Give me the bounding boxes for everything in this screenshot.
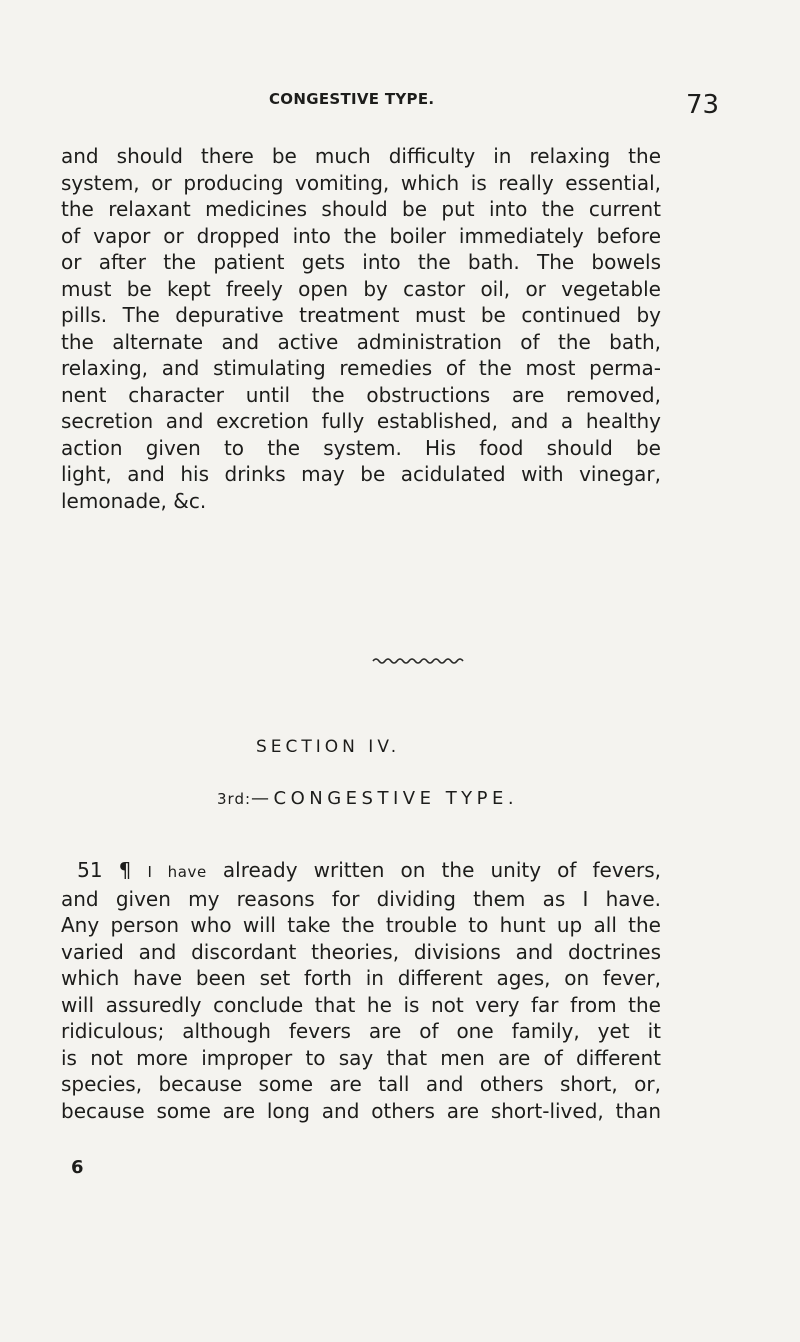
paragraph-line: will assuredly conclude that he is not very far from the: [61, 992, 661, 1017]
pilcrow-mark: ¶: [118, 858, 132, 882]
paragraph-line: nent character until the obstructions are removed,: [61, 382, 661, 407]
paragraph-line: varied and discordant theories, divisions and doctrines: [61, 939, 661, 964]
paragraph-line: and given my reasons for dividing them as I have.: [61, 886, 661, 911]
paragraph-1: [61, 143, 661, 514]
heading-dash: —: [251, 788, 274, 809]
paragraph-line: must be kept freely open by castor oil, or vegetable: [61, 276, 661, 301]
running-head: CONGESTIVE TYPE.: [269, 90, 435, 108]
type-title: CONGESTIVE TYPE.: [273, 788, 519, 809]
paragraph-line: species, because some are tall and others short, or,: [61, 1072, 661, 1096]
section-heading: SECTION IV.: [256, 737, 401, 757]
paragraph-line: system, or producing vomiting, which is really essential,: [61, 170, 661, 195]
signature-mark: 6: [71, 1157, 84, 1178]
paragraph-line: is not more improper to say that men are of different: [61, 1045, 661, 1070]
paragraph-first-line: [61, 857, 661, 886]
paragraph-line: of vapor or dropped into the boiler immediately before: [61, 223, 661, 248]
paragraph-line: because some are long and others are short-lived, than: [61, 1098, 661, 1123]
paragraph-2: [61, 857, 661, 1124]
paragraph-line: ridiculous; although fevers are of one family, yet it: [61, 1019, 661, 1043]
paragraph-line: light, and his drinks may be acidulated with vinegar,: [61, 462, 661, 486]
paragraph-line: and should there be much difficulty in relaxing the: [61, 144, 661, 168]
paragraph-line: which have been set forth in different ages, on fever,: [61, 966, 661, 990]
paragraph-number: 51: [77, 858, 103, 882]
type-ordinal: 3rd:: [217, 790, 252, 808]
type-heading: [217, 788, 518, 809]
paragraph-line: the relaxant medicines should be put into the current: [61, 197, 661, 221]
page-number: 73: [686, 90, 720, 120]
paragraph-line: Any person who will take the trouble to hunt up all the: [61, 913, 661, 937]
paragraph-line: the alternate and active administration of the bath,: [61, 329, 661, 354]
paragraph-line: relaxing, and stimulating remedies of the most perma-: [61, 356, 661, 380]
lead-in-small-caps: I have: [147, 863, 207, 881]
first-line-text: already written on the unity of fevers,: [222, 858, 661, 882]
paragraph-line: lemonade, &c.: [61, 488, 207, 513]
paragraph-line: action given to the system. His food should be: [61, 435, 661, 460]
paragraph-line: or after the patient gets into the bath. The bowels: [61, 250, 661, 274]
paragraph-line: secretion and excretion fully established, and a healthy: [61, 409, 661, 433]
paragraph-line: pills. The depurative treatment must be continued by: [61, 303, 661, 327]
wavy-rule-ornament: [371, 654, 471, 668]
